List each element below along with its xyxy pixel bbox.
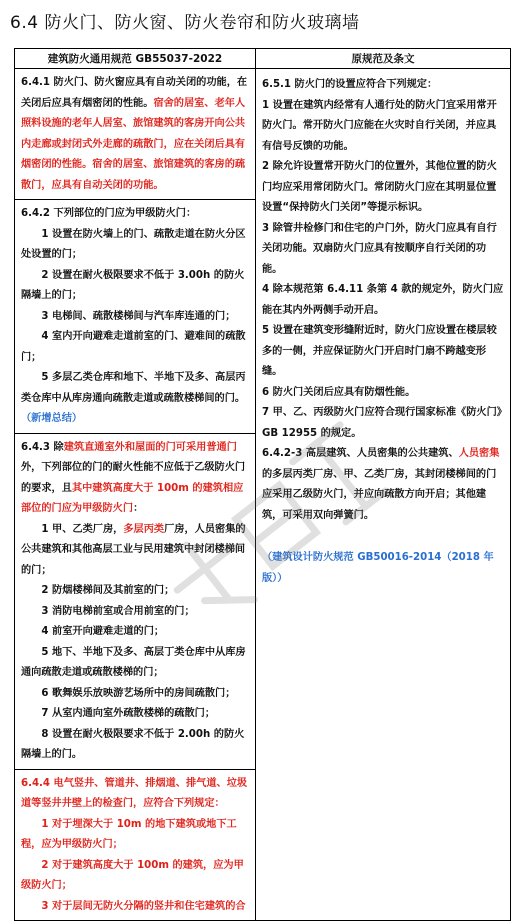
table-row xyxy=(15,69,511,200)
list-item: 2 对于建筑高度大于 100m 的建筑，应为甲级防火门； xyxy=(21,859,244,891)
clause-6-5-1-item: 5 设置在建筑变形缝附近时，防火门应设置在楼层较多的一侧，并应保证防火门开启时门扇不跨越变形缝。 xyxy=(262,325,497,377)
clause-6-4-4: 6.4.4 电气竖井、管道井、排烟道、排气道、垃圾道等竖井井壁上的检查门，应符合下列规定： 1 对于埋深大于 10m 的地下建筑或地下工程，应为甲级防火门； 2 对于建筑高度大于 100m 的建筑，应为甲级防火门； 3 对于层间无防火分隔的竖井和住宅建筑的合 xyxy=(15,769,256,921)
list-item: 5 多层乙类仓库和地下、半地下及多、高层丙类仓库中从库房通向疏散走道或疏散楼梯间的门。 xyxy=(21,372,246,404)
clause-text-changed: 宿舍的居室、老年人照料设施的老年人居室、旅馆建筑的客房开向公共内走廊或封闭式外走廊的疏散门，应在关闭后具有烟密闭的性能。宿舍的居室、旅馆建筑的客房的疏散门，应具有自动关闭的功能。 xyxy=(21,97,246,191)
list-item: 2 设置在耐火极限要求不低于 3.00h 的防火隔墙上的门； xyxy=(21,269,245,301)
clause-6-5-1-item: 1 设置在建筑内经常有人通行处的防火门宜采用常开防火门。常开防火门应能在火灾时自行关闭，并应具有信号反馈的功能。 xyxy=(262,99,497,152)
clause-6-4-2-3: 6.4.2-3 高层建筑、人员密集的公共建筑、人员密集的多层丙类厂房、甲、乙类厂房，其封闭楼梯间的门应采用乙级防火门，并应向疏散方向开启；其他建筑，可采用双向弹簧门。 xyxy=(262,448,500,521)
list-item: 5 地下、半地下及多、高层丁类仓库中从库房通向疏散走道或疏散楼梯的门； xyxy=(21,646,246,678)
clause-6-5-1-item: 2 除允许设置常开防火门的位置外，其他位置的防火门均应采用常闭防火门。常闭防火门应在其明显位置设置“保持防火门关闭”等提示标识。 xyxy=(262,161,497,213)
clause-6-5-1-item: 6 防火门关闭后应具有防烟性能。 xyxy=(262,386,416,398)
list-item: 2 防烟楼梯间及其前室的门； xyxy=(41,585,175,596)
header-left: 建筑防火通用规范 GB55037-2022 xyxy=(15,49,256,69)
source-note: （建筑设计防火规范 GB50016-2014（2018 年版）） xyxy=(262,552,494,584)
list-item: 3 对于层间无防火分隔的竖井和住宅建筑的合 xyxy=(41,900,246,912)
clause-text: 6.4.1 防火门、防火窗应具有自动关闭的功能，在关闭后应具有烟密闭的性能。 xyxy=(21,77,248,109)
clause-6-4-3: 6.4.3 除建筑直通室外和屋面的门可采用普通门外，下列部位的门的耐火性能不应低于乙级防火门的要求，且其中建筑高度大于 100m 的建筑相应部位的门应为甲级防火门： 1 甲、乙类厂房，多层丙类厂房，人员密集的公共建筑和其他高层工业与民用建筑中封闭楼梯间的门； 2 防烟楼梯间及其前室的门； 3 消防电梯前室或合用前室的门； 4 前室开向避难走道的门； 5 地下、半地下及多、高层丁类仓库中从库房通向疏散走道或疏散楼梯的门； 6 歌舞娱乐放映游艺场所中的房间疏散门； 7 从室内通向室外疏散楼梯的疏散门； 8 设置在耐火极限要求不低于 2.00h 的防火隔墙上的门。 xyxy=(15,433,256,769)
comparison-table xyxy=(14,48,511,921)
list-item: 4 室内开向避难走道前室的门、避难间的疏散门； xyxy=(21,331,246,363)
clause-6-5-1-item: 7 甲、乙、丙级防火门应符合现行国家标准《防火门》GB 12955 的规定。 xyxy=(262,407,502,439)
clause-6-5-1-lead: 6.5.1 防火门的设置应符合下列规定： xyxy=(262,79,438,90)
list-item: 4 前室开向避难走道的门； xyxy=(41,626,165,637)
list-item: 3 电梯间、疏散楼梯间与汽车库连通的门； xyxy=(41,310,236,322)
clause-6-5-1-item: 4 除本规范第 6.4.11 条第 4 款的规定外，防火门应能在其内外两侧手动开启。 xyxy=(262,284,504,316)
original-clauses xyxy=(256,69,511,921)
page-title: 6.4 防火门、防火窗、防火卷帘和防火玻璃墙 xyxy=(10,13,360,33)
list-item: 1 对于埋深大于 10m 的地下建筑或地下工程，应为甲级防火门； xyxy=(21,818,237,850)
new-summary-note: （新增总结） xyxy=(21,413,83,424)
clause-6-4-2: 6.4.2 下列部位的门应为甲级防火门： 1 设置在防火墙上的门、疏散走道在防火分区处设置的门； 2 设置在耐火极限要求不低于 3.00h 的防火隔墙上的门； 3 电梯间、疏散楼梯间与汽车库连通的门； 4 室内开向避难走道前室的门、避难间的疏散门； 5 多层乙类仓库和地下、半地下及多、高层丙类仓库中从库房通向疏散走道或疏散楼梯间的门。 （新增总结） xyxy=(15,200,256,434)
list-item: 8 设置在耐火极限要求不低于 2.00h 的防火隔墙上的门。 xyxy=(21,728,245,760)
list-item: 7 从室内通向室外疏散楼梯的疏散门； xyxy=(41,708,216,719)
list-item: 1 甲、乙类厂房，多层丙类厂房，人员密集的公共建筑和其他高层工业与民用建筑中封闭楼梯间的门； xyxy=(21,523,246,576)
clause-6-4-1 xyxy=(15,69,256,200)
table-header-row xyxy=(15,49,511,69)
list-item: 3 消防电梯前室或合用前室的门； xyxy=(41,605,195,617)
list-item: 1 设置在防火墙上的门、疏散走道在防火分区处设置的门； xyxy=(21,228,246,260)
list-item: 6 歌舞娱乐放映游艺场所中的房间疏散门； xyxy=(41,687,236,699)
clause-6-5-1-item: 3 除管井检修门和住宅的户门外，防火门应具有自行关闭功能。双扇防火门应具有按顺序自行关闭的功能。 xyxy=(262,222,497,275)
header-right: 原规范及条文 xyxy=(256,49,511,69)
